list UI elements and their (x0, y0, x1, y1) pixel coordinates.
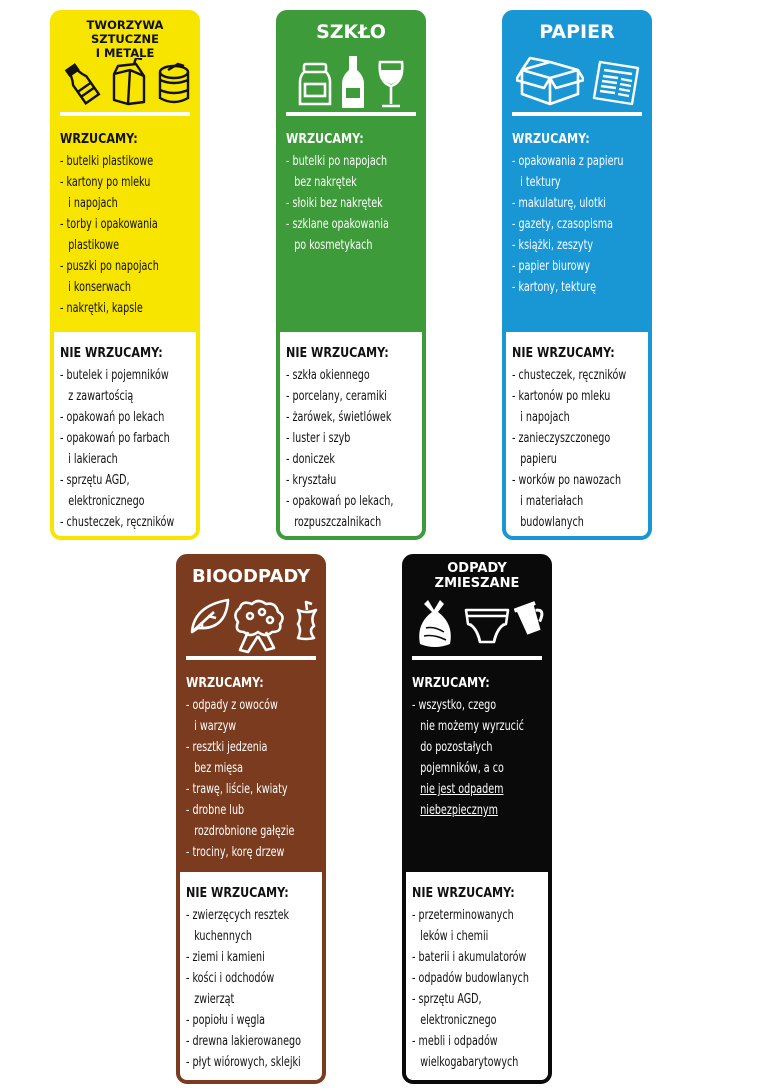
accepted-title: WRZUCAMY: (412, 676, 490, 691)
list-item: - żarówek, świetlówek (286, 407, 398, 428)
list-item: - baterii i akumulatorów (412, 947, 524, 968)
list-item: - papier biurowy (512, 256, 624, 277)
list-item: - szklane opakowania po kosmetykach (286, 214, 398, 256)
rejected-section (280, 346, 422, 533)
accepted-section (406, 676, 548, 821)
list-item: - sprzętu AGD, elektronicznego (412, 989, 524, 1031)
cardboard-box-icon (516, 54, 584, 106)
list-item: - butelki po napojach bez nakrętek (286, 151, 398, 193)
bin-title: BIOODPADY (191, 566, 311, 587)
mixed-bin-card (402, 554, 552, 1084)
accepted-section (180, 676, 322, 863)
tin-can-icon (154, 62, 194, 106)
list-item: - makulaturę, ulotki (512, 193, 624, 214)
list-item: - popiołu i węgla (186, 1010, 298, 1031)
list-item: - książki, zeszyty (512, 235, 624, 256)
list-item: - zwierzęcych resztek kuchennych (186, 905, 298, 947)
list-item: - słoiki bez nakrętek (286, 193, 398, 214)
plastic-metal-bin-card (50, 10, 200, 540)
list-item: - zanieczyszczonego papieru (512, 428, 624, 470)
list-item: - drewna lakierowanego (186, 1031, 298, 1052)
accepted-title: WRZUCAMY: (186, 676, 264, 691)
bin-title: TWORZYWA SZTUCZNE I METALE (86, 18, 164, 60)
hazardous-note: nie jest odpadem (420, 782, 504, 797)
list-item: - trawę, liście, kwiaty (186, 779, 298, 800)
list-item: - kości i odchodów zwierząt (186, 968, 298, 1010)
list-item: - torby i opakowania plastikowe (60, 214, 172, 256)
garbage-bag-icon (414, 598, 456, 650)
jar-icon (298, 62, 332, 108)
juice-carton-icon (108, 58, 150, 106)
list-item: - odpady z owoców i warzyw (186, 695, 298, 737)
list-item: - kryształu (286, 470, 398, 491)
list-item: - przeterminowanych leków i chemii (412, 905, 524, 947)
rejected-section (406, 886, 548, 1073)
bin-title: ODPADY ZMIESZANE (434, 561, 520, 591)
bin-title: PAPIER (539, 21, 615, 43)
newspaper-icon (592, 58, 644, 106)
rejected-title: NIE WRZUCAMY: (412, 886, 515, 901)
diaper-icon (462, 606, 512, 646)
rejected-title: NIE WRZUCAMY: (60, 346, 163, 361)
list-item: - kartony, tekturę (512, 277, 624, 298)
list-item: - opakowań po lekach (60, 407, 172, 428)
accepted-section (280, 132, 422, 256)
accepted-title: WRZUCAMY: (512, 132, 590, 147)
list-item: - resztki jedzenia bez mięsa (186, 737, 298, 779)
leaf-icon (188, 596, 232, 636)
apple-core-icon (292, 600, 322, 644)
list-item: - butelki plastikowe (60, 151, 172, 172)
list-item: - chusteczek, ręczników (60, 512, 172, 533)
list-item: - mebli i odpadów wielkogabarytowych (412, 1031, 524, 1073)
list-item: - opakowania z papieru i tektury (512, 151, 624, 193)
accepted-title: WRZUCAMY: (286, 132, 364, 147)
accepted-section (506, 132, 648, 298)
rejected-title: NIE WRZUCAMY: (286, 346, 389, 361)
accepted-title: WRZUCAMY: (60, 132, 138, 147)
list-item: - ziemi i kamieni (186, 947, 298, 968)
rejected-section (506, 346, 648, 533)
bin-title: SZKŁO (316, 21, 386, 43)
list-item: - doniczek (286, 449, 398, 470)
list-item: - sprzętu AGD, elektronicznego (60, 470, 172, 512)
list-item: - odpadów budowlanych (412, 968, 524, 989)
list-item: - chusteczek, ręczników (512, 365, 624, 386)
list-item: - nakrętki, kapsle (60, 298, 172, 319)
plastic-bottle-icon (60, 62, 104, 106)
paper-bin-card (502, 10, 652, 540)
list-item: - szkła okiennego (286, 365, 398, 386)
rejected-title: NIE WRZUCAMY: (512, 346, 615, 361)
list-item: - gazety, czasopisma (512, 214, 624, 235)
broccoli-icon (228, 598, 290, 654)
list-item: - płyt wiórowych, sklejki (186, 1052, 298, 1073)
bio-bin-card (176, 554, 326, 1084)
list-item: - kartony po mleku i napojach (60, 172, 172, 214)
rejected-title: NIE WRZUCAMY: (186, 886, 289, 901)
glass-bin-card (276, 10, 426, 540)
list-item: - porcelany, ceramiki (286, 386, 398, 407)
list-item: - puszki po napojach i konserwach (60, 256, 172, 298)
list-item: - drobne lub rozdrobnione gałęzie (186, 800, 298, 842)
list-item: - trociny, korę drzew (186, 842, 298, 863)
wine-bottle-icon (340, 56, 366, 110)
list-item: - opakowań po lekach, rozpuszczalnikach (286, 491, 398, 533)
list-item: - opakowań po farbach i lakierach (60, 428, 172, 470)
wine-glass-icon (376, 60, 406, 110)
list-item: - kartonów po mleku i napojach (512, 386, 624, 428)
rejected-section (180, 886, 322, 1073)
cup-icon (514, 600, 550, 636)
list-item: - butelek i pojemników z zawartością (60, 365, 172, 407)
hazardous-note: niebezpiecznym (420, 803, 498, 818)
list-item: - luster i szyb (286, 428, 398, 449)
accepted-section (54, 132, 196, 319)
list-item: - worków po nawozach i materiałach budowlanych (512, 470, 624, 533)
rejected-section (54, 346, 196, 533)
list-item: - wszystko, czego nie możemy wyrzucić do pozostałych pojemników, a co nie jest odpadem niebezpiecznym (412, 695, 524, 821)
